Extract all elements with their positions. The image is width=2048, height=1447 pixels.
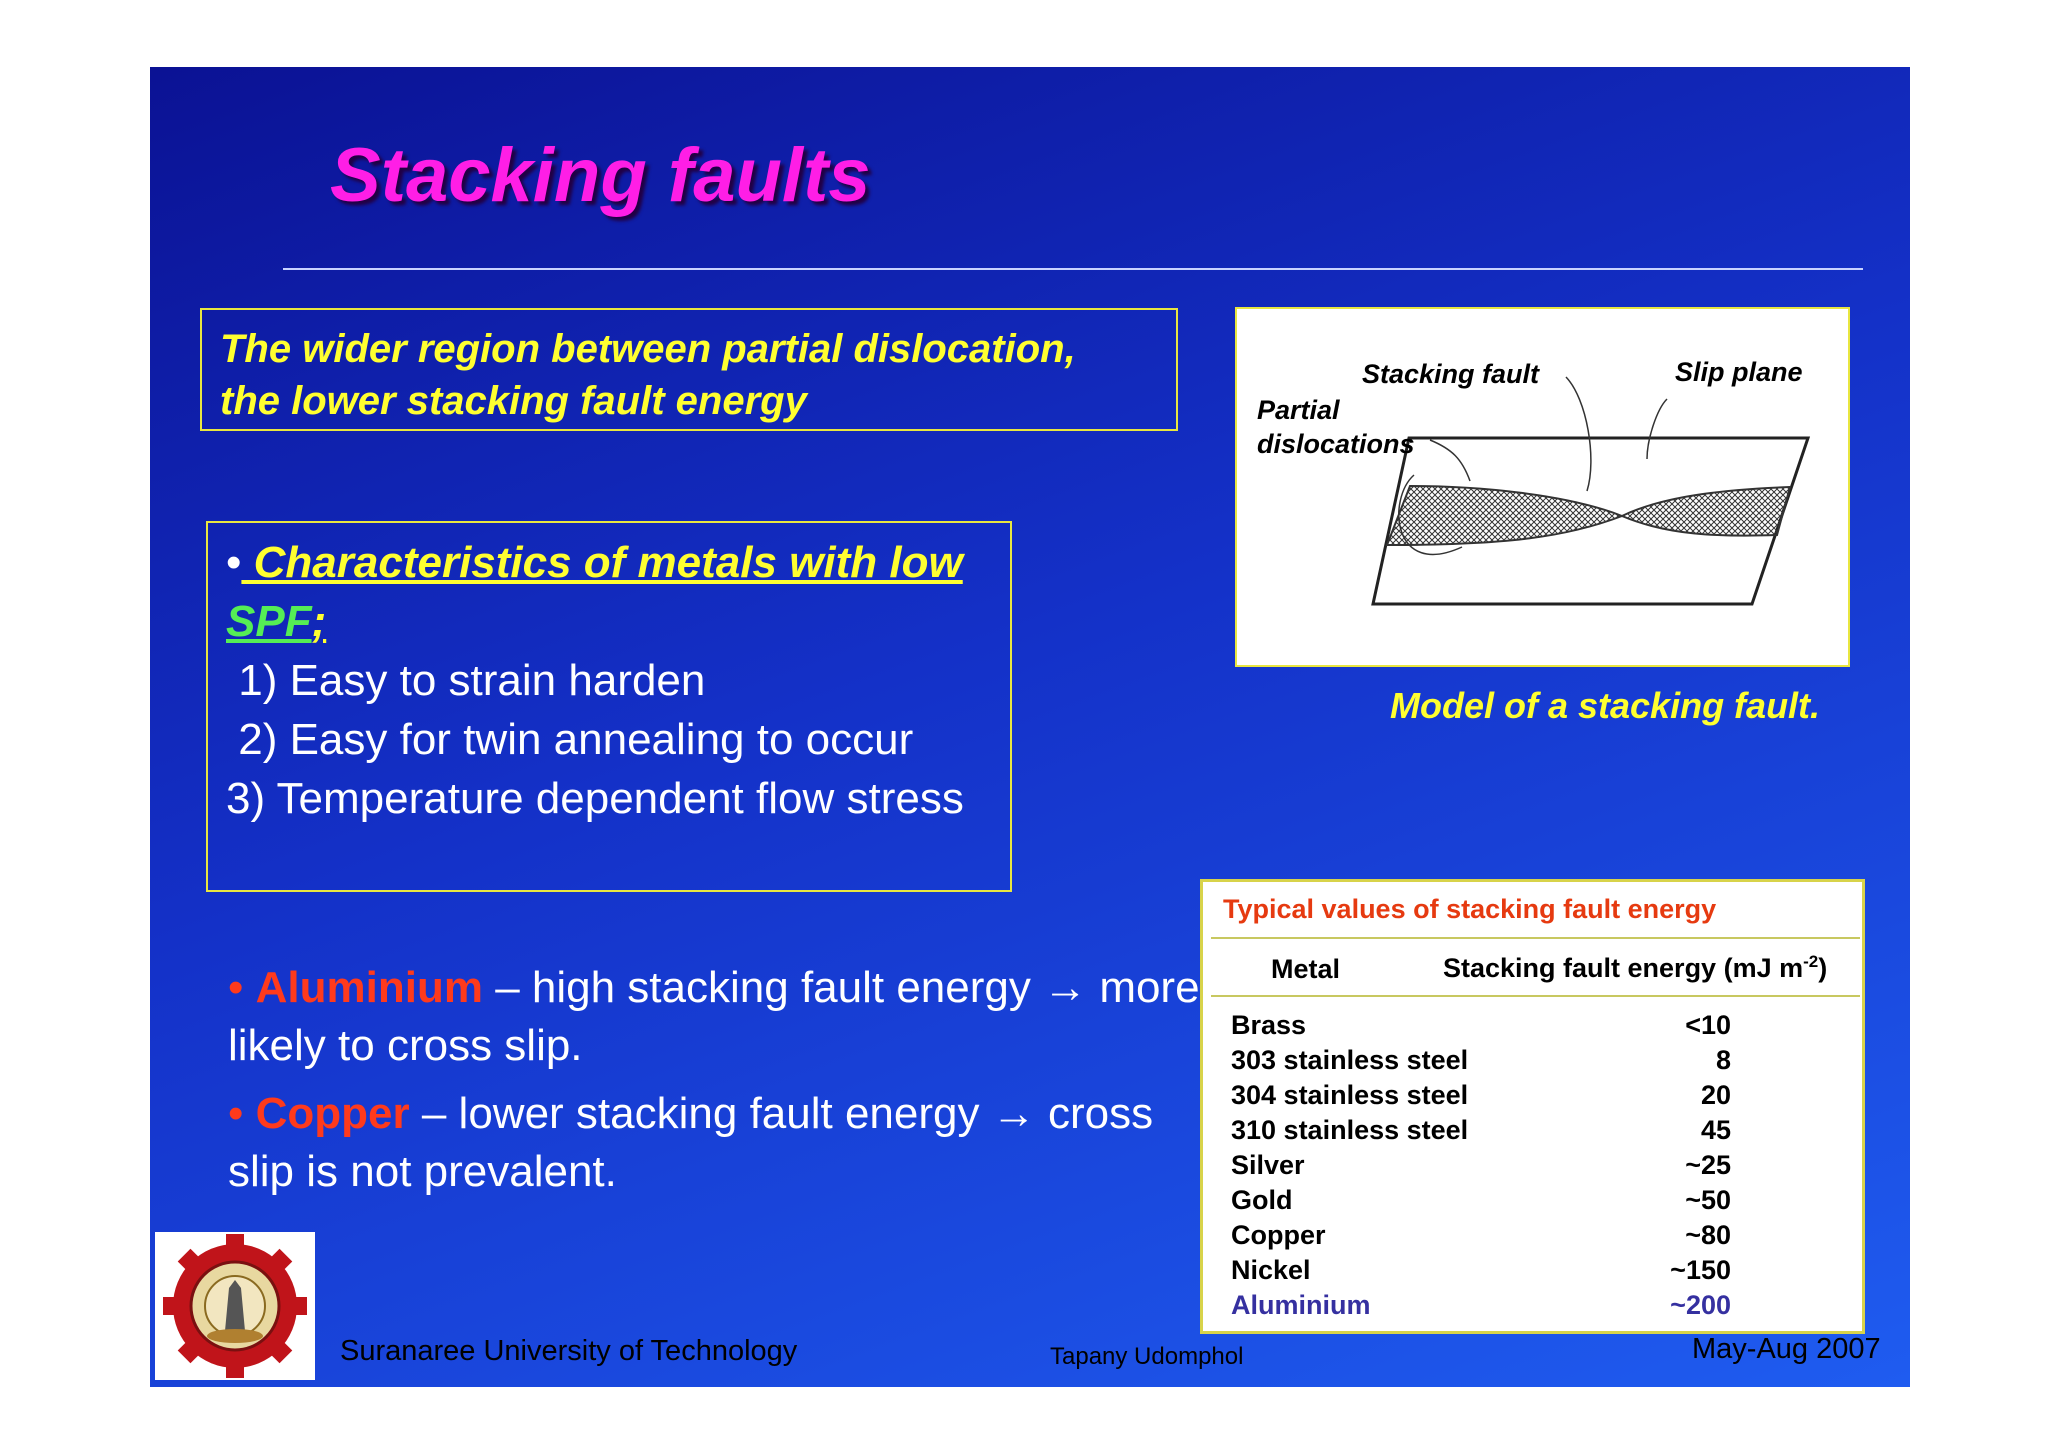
bullet-text-aluminium: – high stacking fault energy → more likely to cross slip. xyxy=(228,963,1200,1070)
key-statement-box xyxy=(200,308,1178,431)
characteristic-item-1: 1) Easy to strain harden xyxy=(226,656,706,705)
heading-text: Characteristics of metals with low xyxy=(241,538,963,587)
table-row: Brass <10 xyxy=(1231,1010,1731,1040)
table-row: Aluminium ~200 xyxy=(1231,1290,1731,1320)
heading-spf: SPF xyxy=(226,597,312,646)
table-rule-header xyxy=(1211,995,1860,997)
footer-university: Suranaree University of Technology xyxy=(340,1335,798,1367)
characteristics-heading xyxy=(226,533,992,651)
table-rows xyxy=(1231,1010,1731,1325)
slide-title: Stacking faults xyxy=(330,133,871,218)
table-row: Gold ~50 xyxy=(1231,1185,1731,1215)
characteristics-box xyxy=(206,521,1012,892)
bullet-marker: • xyxy=(228,963,256,1012)
gear-emblem-icon xyxy=(155,1232,315,1380)
table-row: 310 stainless steel 45 xyxy=(1231,1115,1731,1145)
heading-bullet: • xyxy=(226,538,242,587)
title-divider xyxy=(283,268,1863,270)
footer-author: Tapany Udomphol xyxy=(1050,1343,1244,1370)
table-header-metal: Metal xyxy=(1271,954,1341,984)
stacking-fault-energy-table xyxy=(1200,879,1865,1334)
heading-end: ; xyxy=(311,597,327,646)
footer-date: May-Aug 2007 xyxy=(1692,1333,1881,1365)
arrow-slip-plane xyxy=(1647,399,1667,459)
bullet-metal-aluminium: Aluminium xyxy=(255,963,483,1012)
table-row: Nickel ~150 xyxy=(1231,1255,1731,1285)
arrow-stacking-fault xyxy=(1566,377,1591,491)
table-row: 304 stainless steel 20 xyxy=(1231,1080,1731,1110)
slide xyxy=(150,67,1910,1387)
stacking-fault-figure xyxy=(1235,307,1850,667)
metal-bullets xyxy=(228,959,1228,1211)
table-header-energy: Stacking fault energy (mJ $m^{-2}$) xyxy=(1443,952,1828,983)
stacking-fault-region xyxy=(1387,486,1790,545)
table-title: Typical values of stacking fault energy xyxy=(1223,894,1717,924)
table-row: Copper ~80 xyxy=(1231,1220,1731,1250)
key-statement-line-1: The wider region between partial dislocation, xyxy=(220,327,1076,371)
bullet-marker: • xyxy=(228,1089,256,1138)
label-stacking-fault: Stacking fault xyxy=(1362,359,1540,389)
bullet-aluminium xyxy=(228,959,1228,1075)
arrow-partial-top xyxy=(1430,440,1470,481)
label-partial-2: dislocations xyxy=(1257,429,1415,459)
characteristic-item-3: 3) Temperature dependent flow stress xyxy=(226,774,964,823)
label-partial-1: Partial xyxy=(1257,395,1340,425)
table-row: Silver ~25 xyxy=(1231,1150,1731,1180)
key-statement-line-2: the lower stacking fault energy xyxy=(220,379,807,423)
university-logo xyxy=(155,1232,315,1380)
table-rule-top xyxy=(1211,937,1860,939)
bullet-metal-copper: Copper xyxy=(255,1089,410,1138)
table-row: 303 stainless steel 8 xyxy=(1231,1045,1731,1075)
figure-caption: Model of a stacking fault. xyxy=(1390,685,1821,726)
label-slip-plane: Slip plane xyxy=(1675,357,1803,387)
stacking-fault-diagram xyxy=(1237,309,1848,665)
bullet-copper xyxy=(228,1085,1228,1201)
characteristic-item-2: 2) Easy for twin annealing to occur xyxy=(226,715,914,764)
bullet-text-copper: – lower stacking fault energy → cross slip is not prevalent. xyxy=(228,1089,1154,1196)
